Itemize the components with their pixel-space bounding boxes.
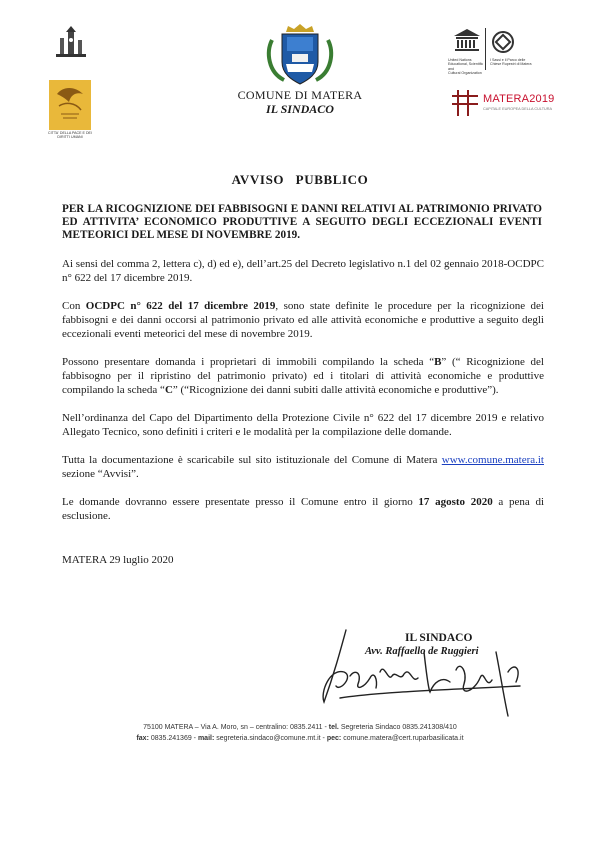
footer-contacts-line: fax: 0835.241369 - mail: segreteria.sindaco@comune.mt.it - pec: comune.matera@cert.ruparbasilicata.it: [136, 735, 464, 742]
footer-pec[interactable]: comune.matera@cert.ruparbasilicata.it: [341, 735, 464, 742]
footer-email[interactable]: segreteria.sindaco@comune.mt.it -: [214, 735, 327, 742]
paragraph-deadline: Le domande dovranno essere presentate presso il Comune entro il giorno 17 agosto 2020 a pena di esclusione.: [62, 496, 544, 522]
dove-icon: [49, 80, 91, 130]
matera2019-logo-text: MATERA2019: [483, 93, 555, 105]
paragraph-documentation: Tutta la documentazione è scaricabile sul sito istituzionale del Comune di Matera www.comune.matera.it sezione “Avvisi”.: [62, 454, 544, 480]
matera2019-mark-icon: [448, 86, 482, 120]
handwritten-signature: [300, 612, 540, 722]
city-of-peace-caption: CITTA' DELLA PACE E DEI DIRITTI UMANI: [48, 131, 92, 140]
building-logo-icon: [52, 24, 90, 62]
paragraph-procedures: Con OCDPC n° 622 del 17 dicembre 2019, sono state definite le procedure per la ricognizione dei fabbisogni e dei danni occorsi al patrimonio privato ed alle attività economiche e produttive a seguito degli eccezionali eventi meteorici del mese di novembre 2019.: [62, 300, 544, 340]
comune-website-link[interactable]: www.comune.matera.it: [441, 454, 544, 466]
signature-title: IL SINDACO: [405, 632, 473, 644]
footer-address-line: 75100 MATERA – Via A. Moro, sn – centralino: 0835.2411 - tel. Segreteria Sindaco 0835.241308/410: [143, 724, 457, 731]
unesco-temple-icon: [452, 28, 482, 52]
matera2019-logo-sub: CAPITALE EUROPEA DELLA CULTURA: [483, 107, 553, 111]
paragraph-ordinance: Nell’ordinanza del Capo del Dipartimento della Protezione Civile n° 622 del 17 dicembre 2019 e relativo Allegato Tecnico, sono definiti i criteri e le modalità per la compilazione delle domande.: [62, 412, 544, 438]
world-heritage-icon: [491, 30, 515, 54]
paragraph-legal-basis: Ai sensi del comma 2, lettera c), d) ed e), dell’art.25 del Decreto legislativo n.1 del 02 gennaio 2018-OCDPC n° 622 del 17 dicembre 2019.: [62, 258, 544, 284]
signature-name: Avv. Raffaello de Ruggieri: [365, 646, 479, 657]
document-date: MATERA 29 luglio 2020: [62, 554, 174, 566]
letterhead: [150, 88, 450, 116]
paragraph-who-can-apply: Possono presentare domanda i proprietari di immobili compilando la scheda “B” (“ Ricognizione del fabbisogno per il ripristino del patrimonio privato) ed i titolari di attività economiche e produttive compilando la scheda “C” (“Ricognizione dei danni subiti dalle attività economiche e produttive”).: [62, 356, 544, 396]
heritage-caption: I Sassi e il Parco delle Chiese Rupestri di Matera: [490, 58, 532, 67]
city-of-peace-logo: [49, 80, 91, 130]
notice-subtitle: PER LA RICOGNIZIONE DEI FABBISOGNI E DANNI RELATIVI AL PATRIMONIO PRIVATO ED ATTIVITA’ ECONOMICO PRODUTTIVE A SEGUITO DEGLI ECCEZIONALI EVENTI METEORICI DEL MESE DI NOVEMBRE 2019.: [62, 203, 542, 241]
coat-of-arms-icon: [256, 22, 344, 86]
unesco-caption: United Nations Educational, Scientific and Cultural Organization: [448, 58, 484, 76]
notice-title: AVVISO PUBBLICO: [231, 172, 369, 187]
city-name: COMUNE DI MATERA: [237, 88, 363, 102]
office-name: IL SINDACO: [266, 102, 334, 116]
